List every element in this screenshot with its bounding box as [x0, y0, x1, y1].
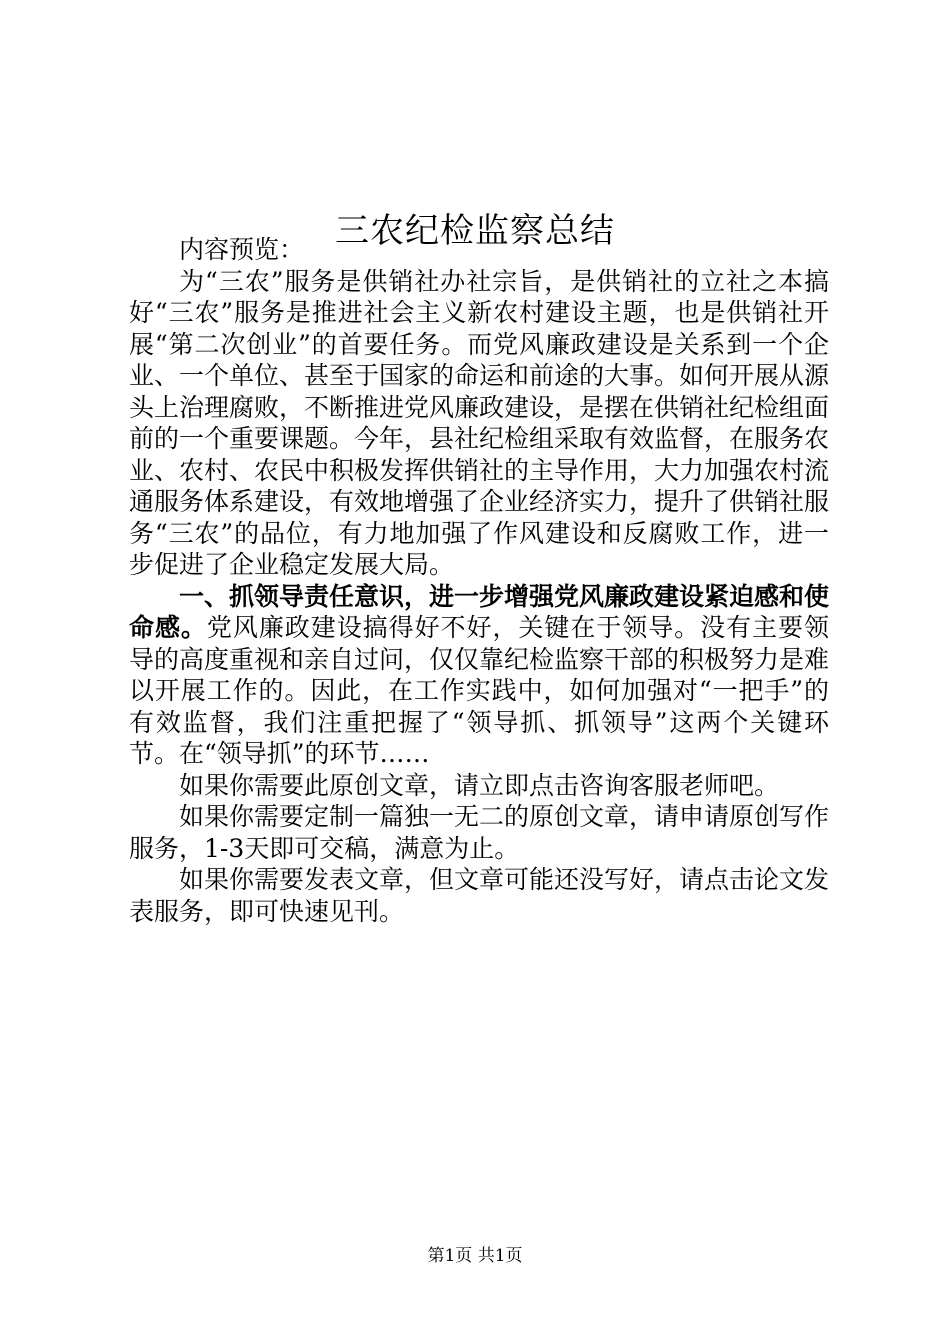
- section-1-heading: 一、抓领导责任意识，进一步增强党风廉政建设紧迫感和使命感。: [129, 581, 830, 642]
- preview-label: 内容预览：: [179, 235, 305, 264]
- intro-paragraph: 为“三农”服务是供销社办社宗旨，是供销社的立社之本搞好“三农”服务是推进社会主义新农村建设主题，也是供销社开展“第二次创业”的首要任务。而党风廉政建设是关系到一个企业、一个单位、甚至于国家的命运和前途的大事。如何开展从源头上治理腐败，不断推进党风廉政建设，是摆在供销社纪检组面前的一个重要课题。今年，县社纪检组采取有效监督，在服务农业、农村、农民中积极发挥供销社的主导作用，大力加强农村流通服务体系建设，有效地增强了企业经济实力，提升了供销社服务“三农”的品位，有力地加强了作风建设和反腐败工作，进一步促进了企业稳定发展大局。: [129, 266, 830, 579]
- page-footer: 第1页 共1页: [427, 1246, 523, 1266]
- section-1-paragraph: [129, 581, 829, 770]
- publish-cta-paragraph: 如果你需要发表文章，但文章可能还没写好，请点击论文发表服务，即可快速见刊。: [129, 865, 830, 926]
- consult-cta-paragraph: 如果你需要此原创文章，请立即点击咨询客服老师吧。: [179, 770, 780, 800]
- section-1-body: 党风廉政建设搞得好不好，关键在于领导。没有主要领导的高度重视和亲自过问，仅仅靠纪检监察干部的积极努力是难以开展工作的。因此，在工作实践中，如何加强对“一把手”的有效监督，我们注重把握了“领导抓、抓领导”这两个关键环节。在“领导抓”的环节……: [129, 613, 830, 768]
- page-title: 三农纪检监察总结: [335, 210, 615, 251]
- document-body: [129, 234, 829, 927]
- custom-writing-cta-paragraph: 如果你需要定制一篇独一无二的原创文章，请申请原创写作服务，1-3天即可交稿，满意为止。: [129, 802, 830, 863]
